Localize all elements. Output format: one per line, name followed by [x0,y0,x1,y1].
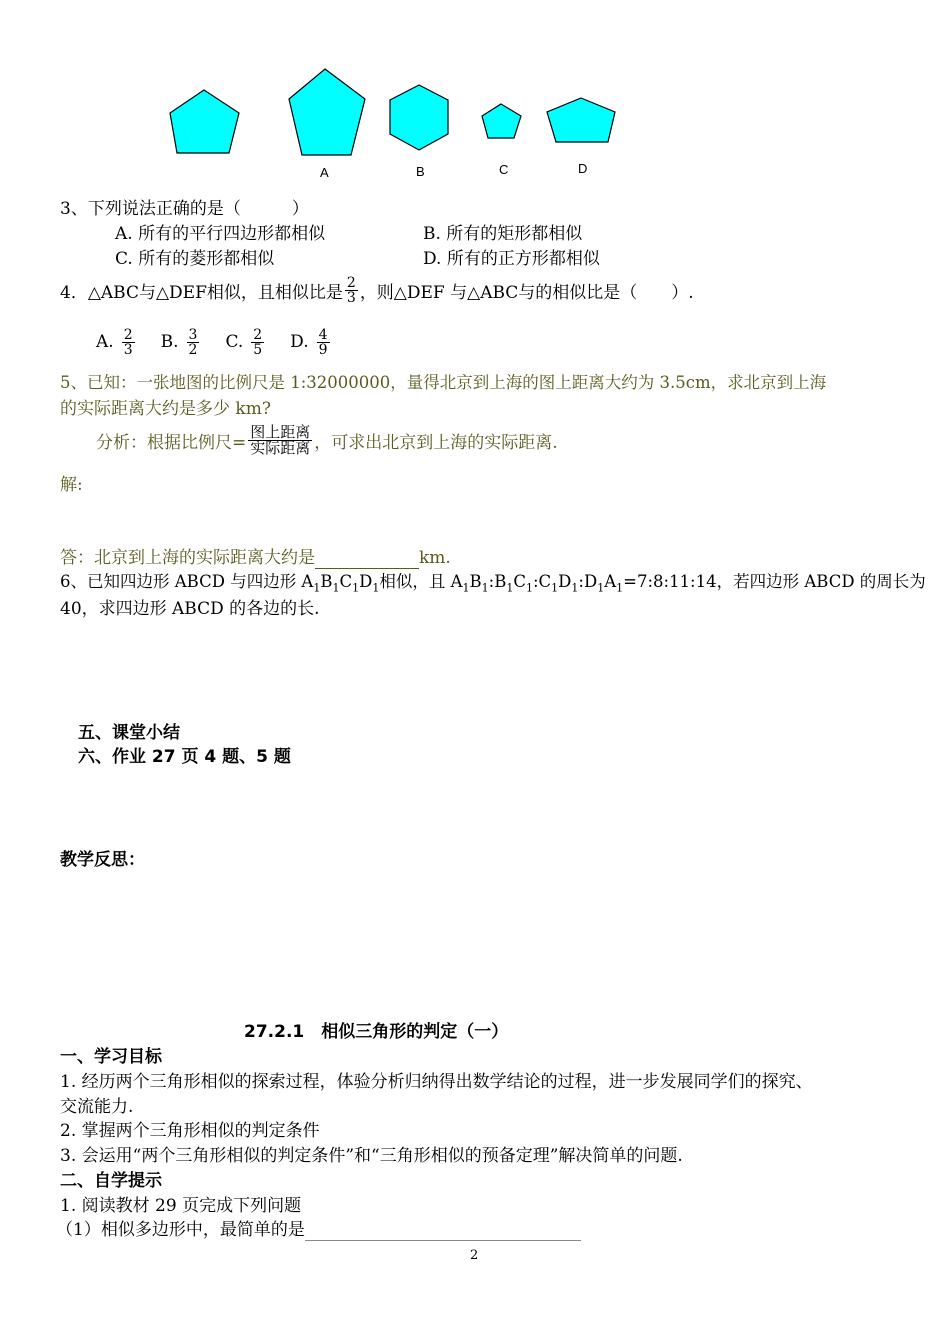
q4-option-a-den: 3 [123,341,133,358]
q4-option-c-num: 2 [253,326,263,343]
pentagon-shape-a [289,69,365,155]
q6-text-k: :D [578,572,598,591]
section-summary: 五、课堂小结 [78,723,180,743]
q4-ratio-den: 3 [346,289,356,306]
q6-sub: 1 [352,581,360,595]
q4-option-d-num: 4 [318,326,328,343]
q6-text-a: 6、已知四边形 ABCD 与四边形 A [60,572,314,591]
hint1-q1 [56,1215,581,1241]
goals-heading: 一、学习目标 [60,1047,162,1067]
q6-sub: 1 [616,581,624,595]
q5-answer-suffix: km. [419,548,451,568]
q3-stem: 3、下列说法正确的是（ ） [60,199,309,219]
section-reflection: 教学反思： [60,850,145,870]
q4-option-d-label: D. [290,332,309,352]
q4-option-a-num: 2 [123,326,133,343]
q6-line1 [60,568,926,594]
q4-option-b-den: 2 [188,341,198,358]
figure-label-a: A [320,165,329,180]
q6-text-i: :C [532,572,552,591]
q6-text-d: D [359,572,373,591]
goal1-line2: 交流能力. [60,1097,134,1117]
q6-text-b: B [320,572,333,591]
goal1-line1: 1. 经历两个三角形相似的探索过程，体验分析归纳得出数学结论的过程，进一步发展同学们的探究、 [60,1072,813,1092]
q5-answer-blank[interactable] [315,548,419,569]
q4-option-a-label: A. [96,332,114,352]
q6-sub: 1 [506,581,514,595]
q6-sub: 1 [462,581,470,595]
polygon-figure [160,62,630,187]
pentagon-shape-1 [170,90,239,153]
figure-label-c: C [499,162,509,177]
q3-option-a: A. 所有的平行四边形都相似 [115,224,326,244]
q6-text-c: C [339,572,353,591]
q4-option-a-fraction [122,328,135,357]
q5-line1: 5、已知：一张地图的比例尺是 1:32000000，量得北京到上海的图上距离大约为 3.5cm，求北京到上海 [60,373,827,392]
q6-sub: 1 [571,581,579,595]
hint1-q1-text: （1）相似多边形中，最简单的是 [56,1220,305,1240]
q6-sub: 1 [313,581,321,595]
q3-option-c: C. 所有的菱形都相似 [115,249,275,269]
q6-line2: 40，求四边形 ABCD 的各边的长. [60,599,320,619]
q4-ratio-num: 2 [346,274,356,291]
q6-text-g: :B [488,572,507,591]
q3-option-d: D. 所有的正方形都相似 [423,249,600,269]
q5-analysis-prefix: 分析：根据比例尺= [96,432,247,453]
hint1-q1-blank[interactable] [305,1220,581,1241]
q6-sub: 1 [551,581,559,595]
q5-scale-fraction [248,422,312,457]
q4-option-d-fraction [317,328,330,357]
q4-option-b-num: 3 [188,326,198,343]
q4-part2: ，则△DEF 与△ABC与的相似比是（ ）. [359,282,694,303]
hints-heading: 二、自学提示 [60,1171,162,1191]
q4-option-c-den: 5 [253,341,263,358]
q5-solution: 解: [60,475,83,495]
q6-text-e: 相似，且 A [379,572,463,591]
section-homework: 六、作业 27 页 4 题、5 题 [78,747,291,767]
q4-stem [60,270,694,310]
q4-ratio-fraction [345,276,358,305]
q4-option-c-fraction [251,328,264,357]
q6-text-j: D [558,572,572,591]
figure-label-b: B [416,164,425,179]
q5-frac-num: 图上距离 [250,422,311,441]
q5-analysis-suffix: ，可求出北京到上海的实际距离. [314,432,558,453]
q3-option-b: B. 所有的矩形都相似 [423,224,583,244]
page-number: 2 [470,1248,479,1263]
q6-sub: 1 [332,581,340,595]
q6-text-h: C [513,572,526,591]
q6-sub: 1 [597,581,605,595]
hint1: 1. 阅读教材 29 页完成下列问题 [60,1196,302,1216]
pentagon-shape-d [547,98,615,142]
figure-label-d: D [578,161,588,176]
q4-option-b-label: B. [160,332,179,352]
q5-line2: 的实际距离大约是多少 km? [60,399,271,419]
q5-analysis [96,420,558,460]
goal2: 2. 掌握两个三角形相似的判定条件 [60,1121,320,1141]
q6-sub: 1 [481,581,489,595]
pentagon-shape-c [482,104,521,138]
q6-text-m: =7:8:11:14，若四边形 ABCD 的周长为 [623,572,926,591]
q4-options [96,322,332,362]
q6-text-l: A [604,572,617,591]
hexagon-shape-b [390,85,448,150]
q6-sub: 1 [525,581,533,595]
q5-answer [60,543,451,569]
q5-answer-prefix: 答：北京到上海的实际距离大约是 [60,548,315,568]
q6-sub: 1 [372,581,380,595]
goal3: 3. 会运用“两个三角形相似的判定条件”和“三角形相似的预备定理”解决简单的问题. [60,1146,683,1166]
q5-frac-den: 实际距离 [250,438,311,457]
q4-option-c-label: C. [225,332,244,352]
q4-option-b-fraction [187,328,200,357]
q6-text-f: B [469,572,482,591]
q4-option-d-den: 9 [318,341,328,358]
q4-part1: 4．△ABC与△DEF相似，且相似比是 [60,282,343,303]
lesson-title: 27.2.1 相似三角形的判定（一） [244,1022,509,1042]
